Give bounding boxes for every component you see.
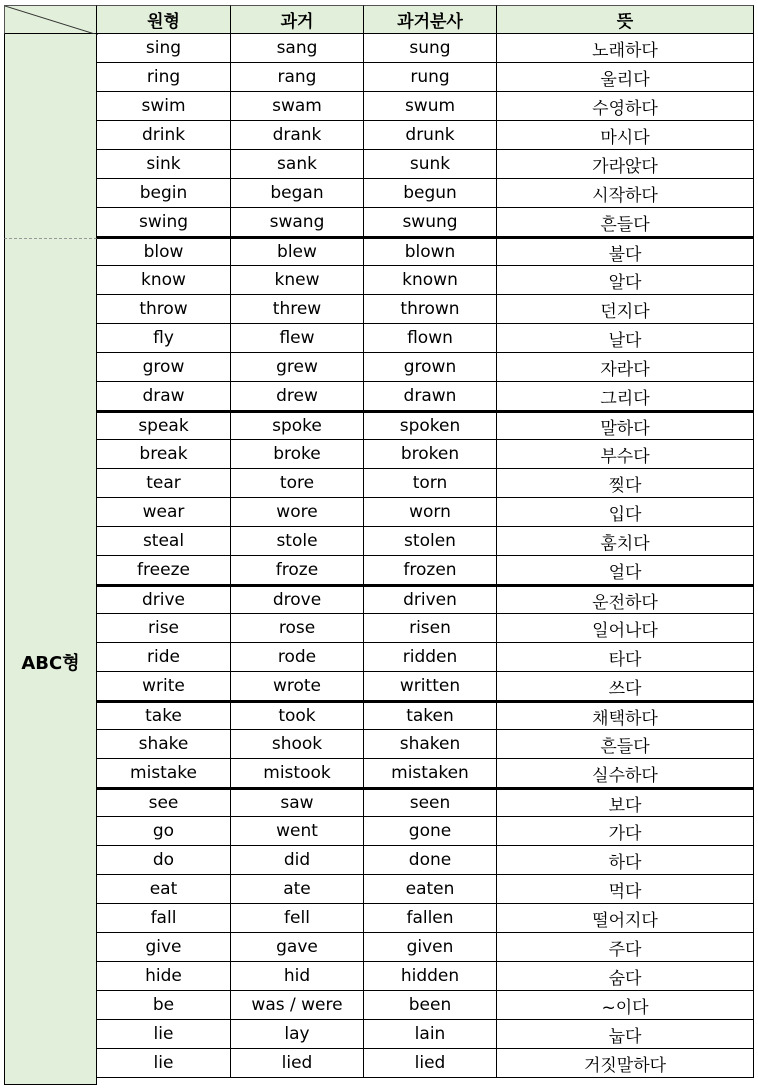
cell-meaning: 흔들다 [497,730,754,758]
cell-past: lied [231,1049,364,1077]
verb-table [4,5,754,1085]
cell-base-form: swing [97,208,231,236]
cell-past: tore [231,469,364,497]
cell-meaning: 말하다 [497,413,754,439]
cell-base-form: steal [97,527,231,555]
table-row [97,614,754,643]
table-row [97,556,754,585]
cell-base-form: speak [97,413,231,439]
cell-past-participle: sung [364,34,497,62]
table-row [97,440,754,469]
header-past-participle: 과거분사 [364,5,497,34]
cell-meaning: 가다 [497,817,754,845]
cell-meaning: 시작하다 [497,179,754,207]
cell-past: gave [231,933,364,961]
cell-past: ate [231,875,364,903]
cell-meaning: 던지다 [497,295,754,323]
table-row [97,266,754,295]
cell-meaning: 얼다 [497,556,754,584]
cell-past-participle: taken [364,703,497,729]
table-row [97,237,754,266]
cell-past: wore [231,498,364,526]
cell-past: spoke [231,413,364,439]
cell-past-participle: worn [364,498,497,526]
cell-past: drank [231,121,364,149]
cell-base-form: be [97,991,231,1019]
cell-meaning: 날다 [497,324,754,352]
cell-meaning: 입다 [497,498,754,526]
cell-meaning: 찢다 [497,469,754,497]
header-meaning: 뜻 [497,5,754,34]
table-row [97,643,754,672]
cell-meaning: 흔들다 [497,208,754,236]
cell-past: did [231,846,364,874]
cell-base-form: sing [97,34,231,62]
cell-base-form: mistake [97,759,231,787]
cell-past: went [231,817,364,845]
table-row [97,1020,754,1049]
cell-past: swang [231,208,364,236]
table-row [97,933,754,962]
cell-base-form: write [97,672,231,700]
cell-past-participle: broken [364,440,497,468]
cell-past: saw [231,790,364,816]
cell-past-participle: frozen [364,556,497,584]
table-row [97,1049,754,1078]
cell-base-form: drink [97,121,231,149]
cell-past-participle: eaten [364,875,497,903]
cell-meaning: 떨어지다 [497,904,754,932]
cell-past: drove [231,587,364,613]
table-row [97,875,754,904]
cell-base-form: fly [97,324,231,352]
cell-past-participle: swum [364,92,497,120]
cell-base-form: give [97,933,231,961]
group-label: ABC형 [4,239,97,1085]
table-row [97,759,754,788]
cell-past-participle: known [364,266,497,294]
table-row [97,527,754,556]
cell-base-form: hide [97,962,231,990]
table-row [97,672,754,701]
cell-past: sank [231,150,364,178]
cell-base-form: see [97,790,231,816]
cell-past: rode [231,643,364,671]
cell-meaning: 눕다 [497,1020,754,1048]
cell-meaning: 수영하다 [497,92,754,120]
cell-base-form: go [97,817,231,845]
cell-past-participle: been [364,991,497,1019]
cell-past: knew [231,266,364,294]
cell-past-participle: sunk [364,150,497,178]
group-cell-upper [4,34,97,239]
cell-past-participle: lied [364,1049,497,1077]
header-corner-cell [4,5,97,34]
cell-base-form: break [97,440,231,468]
cell-base-form: wear [97,498,231,526]
table-row [97,150,754,179]
table-row [97,846,754,875]
cell-past: rose [231,614,364,642]
cell-base-form: begin [97,179,231,207]
cell-base-form: eat [97,875,231,903]
cell-past: was / were [231,991,364,1019]
cell-past-participle: given [364,933,497,961]
diagonal-divider-icon [5,6,98,35]
cell-past: sang [231,34,364,62]
cell-base-form: drive [97,587,231,613]
header-base-form: 원형 [97,5,231,34]
cell-past-participle: risen [364,614,497,642]
cell-past: took [231,703,364,729]
cell-base-form: tear [97,469,231,497]
table-row [97,498,754,527]
cell-past-participle: gone [364,817,497,845]
cell-past-participle: shaken [364,730,497,758]
cell-meaning: 거짓말하다 [497,1049,754,1077]
cell-past-participle: stolen [364,527,497,555]
table-row [97,121,754,150]
cell-base-form: fall [97,904,231,932]
table-row [97,382,754,411]
cell-base-form: grow [97,353,231,381]
cell-past: stole [231,527,364,555]
cell-past-participle: rung [364,63,497,91]
cell-past-participle: blown [364,239,497,265]
cell-meaning: 울리다 [497,63,754,91]
cell-past: blew [231,239,364,265]
cell-past: grew [231,353,364,381]
table-row [97,817,754,846]
cell-base-form: blow [97,239,231,265]
cell-past-participle: swung [364,208,497,236]
cell-meaning: ~이다 [497,991,754,1019]
cell-base-form: ride [97,643,231,671]
cell-meaning: 일어나다 [497,614,754,642]
cell-past: wrote [231,672,364,700]
table-row [97,208,754,237]
cell-meaning: 보다 [497,790,754,816]
cell-base-form: know [97,266,231,294]
cell-past: shook [231,730,364,758]
cell-meaning: 타다 [497,643,754,671]
cell-meaning: 불다 [497,239,754,265]
table-row [97,788,754,817]
table-row [97,92,754,121]
cell-past: flew [231,324,364,352]
cell-past-participle: torn [364,469,497,497]
table-row [97,962,754,991]
table-row [97,904,754,933]
cell-meaning: 부수다 [497,440,754,468]
cell-past-participle: spoken [364,413,497,439]
cell-past-participle: ridden [364,643,497,671]
cell-meaning: 알다 [497,266,754,294]
cell-past: mistook [231,759,364,787]
table-row [97,701,754,730]
cell-meaning: 쓰다 [497,672,754,700]
cell-past: began [231,179,364,207]
cell-past-participle: done [364,846,497,874]
cell-past: rang [231,63,364,91]
cell-meaning: 채택하다 [497,703,754,729]
cell-past-participle: fallen [364,904,497,932]
cell-past-participle: hidden [364,962,497,990]
cell-base-form: freeze [97,556,231,584]
cell-base-form: lie [97,1020,231,1048]
cell-meaning: 훔치다 [497,527,754,555]
cell-base-form: take [97,703,231,729]
header-past: 과거 [231,5,364,34]
cell-base-form: throw [97,295,231,323]
cell-meaning: 자라다 [497,353,754,381]
table-row [97,585,754,614]
cell-base-form: ring [97,63,231,91]
cell-past: broke [231,440,364,468]
cell-past-participle: drawn [364,382,497,410]
cell-meaning: 운전하다 [497,587,754,613]
cell-past: threw [231,295,364,323]
cell-base-form: rise [97,614,231,642]
cell-base-form: shake [97,730,231,758]
cell-base-form: sink [97,150,231,178]
cell-past-participle: thrown [364,295,497,323]
cell-past: lay [231,1020,364,1048]
cell-past-participle: flown [364,324,497,352]
cell-past-participle: written [364,672,497,700]
table-row [97,295,754,324]
cell-past-participle: begun [364,179,497,207]
cell-meaning: 그리다 [497,382,754,410]
table-row [97,353,754,382]
table-row [97,179,754,208]
cell-meaning: 숨다 [497,962,754,990]
table-row [97,411,754,440]
cell-past-participle: lain [364,1020,497,1048]
table-row [97,469,754,498]
table-row [97,324,754,353]
cell-past: drew [231,382,364,410]
cell-meaning: 먹다 [497,875,754,903]
cell-base-form: draw [97,382,231,410]
cell-base-form: swim [97,92,231,120]
cell-past: froze [231,556,364,584]
cell-meaning: 하다 [497,846,754,874]
cell-past: fell [231,904,364,932]
cell-meaning: 마시다 [497,121,754,149]
cell-meaning: 가라앉다 [497,150,754,178]
cell-base-form: lie [97,1049,231,1077]
table-row [97,991,754,1020]
cell-base-form: do [97,846,231,874]
table-row [97,63,754,92]
cell-meaning: 실수하다 [497,759,754,787]
cell-past-participle: seen [364,790,497,816]
cell-past-participle: grown [364,353,497,381]
table-row [97,730,754,759]
cell-past-participle: driven [364,587,497,613]
cell-past-participle: mistaken [364,759,497,787]
table-row [97,34,754,63]
cell-past-participle: drunk [364,121,497,149]
cell-past: swam [231,92,364,120]
cell-meaning: 주다 [497,933,754,961]
cell-past: hid [231,962,364,990]
cell-meaning: 노래하다 [497,34,754,62]
